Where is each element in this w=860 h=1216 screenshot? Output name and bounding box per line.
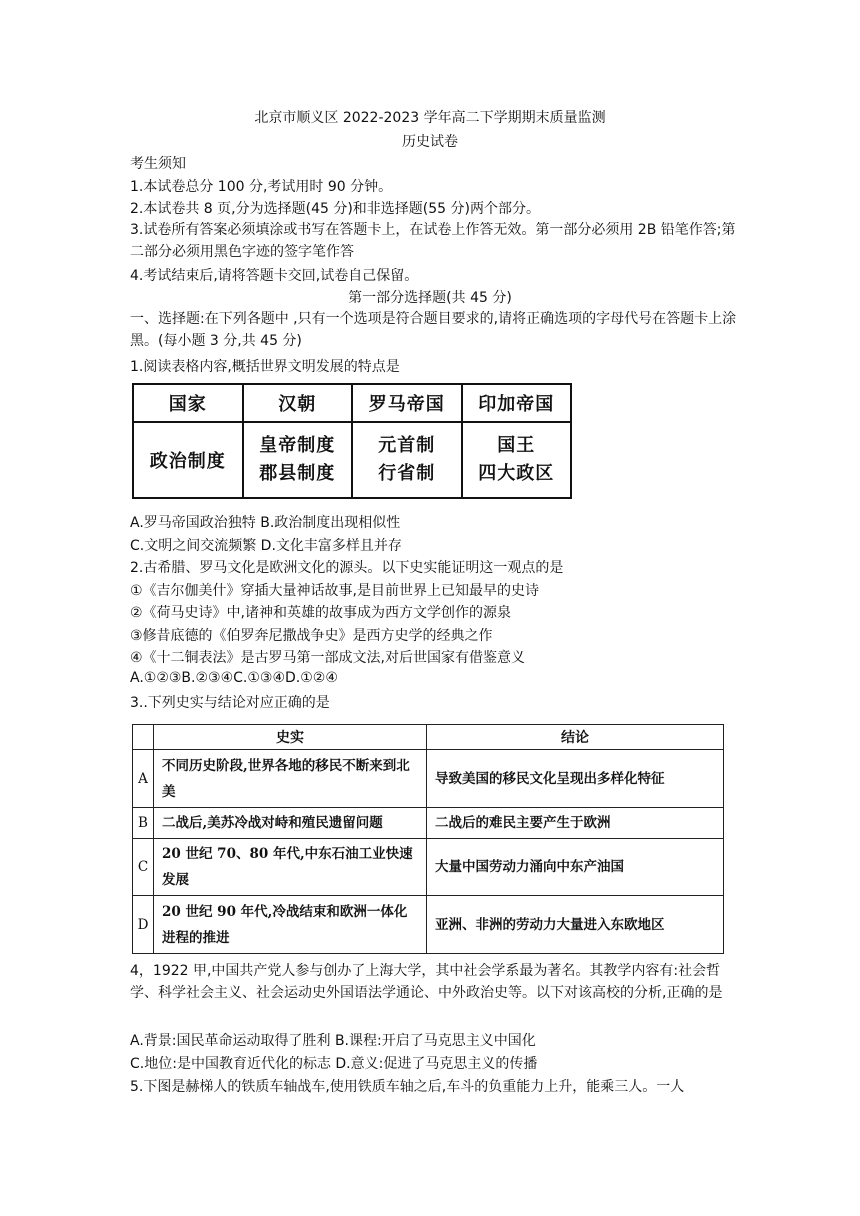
table-cell-line: 皇帝制度 bbox=[259, 435, 336, 456]
question-4-options: C.地位:是中国教育近代化的标志 D.意义:促进了马克思主义的传播 bbox=[130, 1056, 538, 1072]
question-1-options: A.罗马帝国政治独特 B.政治制度出现相似性 bbox=[130, 515, 401, 531]
question-3-stem: 3..下列史实与结论对应正确的是 bbox=[130, 695, 330, 711]
table-header-cell: 结论 bbox=[427, 725, 724, 750]
table-row bbox=[133, 808, 724, 839]
table-header-cell: 印加帝国 bbox=[462, 384, 572, 422]
question-4-options: A.背景:国民革命运动取得了胜利 B.课程:开启了马克思主义中国化 bbox=[130, 1033, 536, 1049]
fact-cell: 20 世纪 70、80 年代,中东石油工业快速发展 bbox=[154, 839, 427, 896]
question-2-item: ①《吉尔伽美什》穿插大量神话故事,是目前世界上已知最早的史诗 bbox=[130, 583, 539, 599]
table-row bbox=[133, 750, 724, 808]
fact-cell: 二战后,美苏冷战对峙和殖民遗留问题 bbox=[154, 808, 427, 839]
row-letter: C bbox=[133, 839, 154, 896]
question-2-item: ④《十二铜表法》是古罗马第一部成文法,对后世国家有借鉴意义 bbox=[130, 650, 525, 666]
notice-item: 1.本试卷总分 100 分,考试用时 90 分钟。 bbox=[130, 179, 393, 195]
part1-title: 第一部分选择题(共 45 分) bbox=[348, 290, 512, 306]
question-3-table bbox=[132, 724, 724, 954]
exam-title: 北京市顺义区 2022-2023 学年高二下学期期末质量监测 bbox=[254, 110, 606, 126]
table-cell bbox=[243, 422, 353, 498]
notice-item: 4.考试结束后,请将答题卡交回,试卷自己保留。 bbox=[130, 268, 419, 284]
conclusion-cell: 亚洲、非洲的劳动力大量进入东欧地区 bbox=[427, 896, 724, 954]
conclusion-cell: 导致美国的移民文化呈现出多样化特征 bbox=[427, 750, 724, 808]
question-2-stem: 2.古希腊、罗马文化是欧洲文化的源头。以下史实能证明这一观点的是 bbox=[130, 560, 564, 576]
question-1-stem: 1.阅读表格内容,概括世界文明发展的特点是 bbox=[130, 359, 400, 375]
table-header-cell: 国家 bbox=[133, 384, 243, 422]
question-1-table bbox=[132, 383, 572, 499]
conclusion-cell: 二战后的难民主要产生于欧洲 bbox=[427, 808, 724, 839]
row-letter: B bbox=[133, 808, 154, 839]
table-row bbox=[133, 839, 724, 896]
row-letter: A bbox=[133, 750, 154, 808]
table-cell-line: 国王 bbox=[497, 435, 536, 456]
table-header-blank bbox=[133, 725, 154, 750]
table-cell-line: 郡县制度 bbox=[259, 463, 336, 484]
exam-subject: 历史试卷 bbox=[402, 134, 458, 150]
fact-cell: 不同历史阶段,世界各地的移民不断来到北美 bbox=[154, 750, 427, 808]
question-5-stem: 5.下图是赫梯人的铁质车轴战车,使用铁质车轴之后,车斗的负重能力上升，能乘三人。一人 bbox=[130, 1079, 685, 1095]
notice-heading: 考生须知 bbox=[130, 156, 186, 172]
table-row-label: 政治制度 bbox=[133, 422, 243, 498]
table-row bbox=[133, 896, 724, 954]
question-4-stem: 4，1922 甲,中国共产党人参与创办了上海大学，其中社会学系最为著名。其教学内容有:社会哲学、科学社会主义、社会运动史外国语法学通论、中外政治史等。以下对该高校的分析,正确的是 bbox=[130, 963, 723, 1001]
part1-instruction: 一、选择题:在下列各题中 ,只有一个选项是符合题目要求的,请将正确选项的字母代号在答题卡上涂黑。(每小题 3 分,共 45 分) bbox=[130, 311, 737, 349]
table-cell bbox=[462, 422, 572, 498]
table-cell-line: 元首制 bbox=[378, 435, 436, 456]
table-header-cell: 汉朝 bbox=[243, 384, 353, 422]
table-header-cell: 罗马帝国 bbox=[352, 384, 462, 422]
notice-item: 3.试卷所有答案必须填涂或书写在答题卡上，在试卷上作答无效。第一部分必须用 2B 铅笔作答;第二部分必须用黑色字迹的签字笔作答 bbox=[130, 222, 736, 260]
table-cell-line: 行省制 bbox=[378, 463, 436, 484]
question-2-item: ②《荷马史诗》中,诸神和英雄的故事成为西方文学创作的源泉 bbox=[130, 605, 511, 621]
row-letter: D bbox=[133, 896, 154, 954]
conclusion-cell: 大量中国劳动力涌向中东产油国 bbox=[427, 839, 724, 896]
question-2-options: A.①②③B.②③④C.①③④D.①②④ bbox=[130, 670, 338, 686]
notice-item: 2.本试卷共 8 页,分为选择题(45 分)和非选择题(55 分)两个部分。 bbox=[130, 201, 540, 217]
fact-cell: 20 世纪 90 年代,冷战结束和欧洲一体化进程的推进 bbox=[154, 896, 427, 954]
table-header-cell: 史实 bbox=[154, 725, 427, 750]
question-1-options: C.文明之间交流频繁 D.文化丰富多样且并存 bbox=[130, 538, 402, 554]
question-2-item: ③修昔底德的《伯罗奔尼撒战争史》是西方史学的经典之作 bbox=[130, 628, 493, 644]
table-cell bbox=[352, 422, 462, 498]
table-cell-line: 四大政区 bbox=[478, 463, 555, 484]
